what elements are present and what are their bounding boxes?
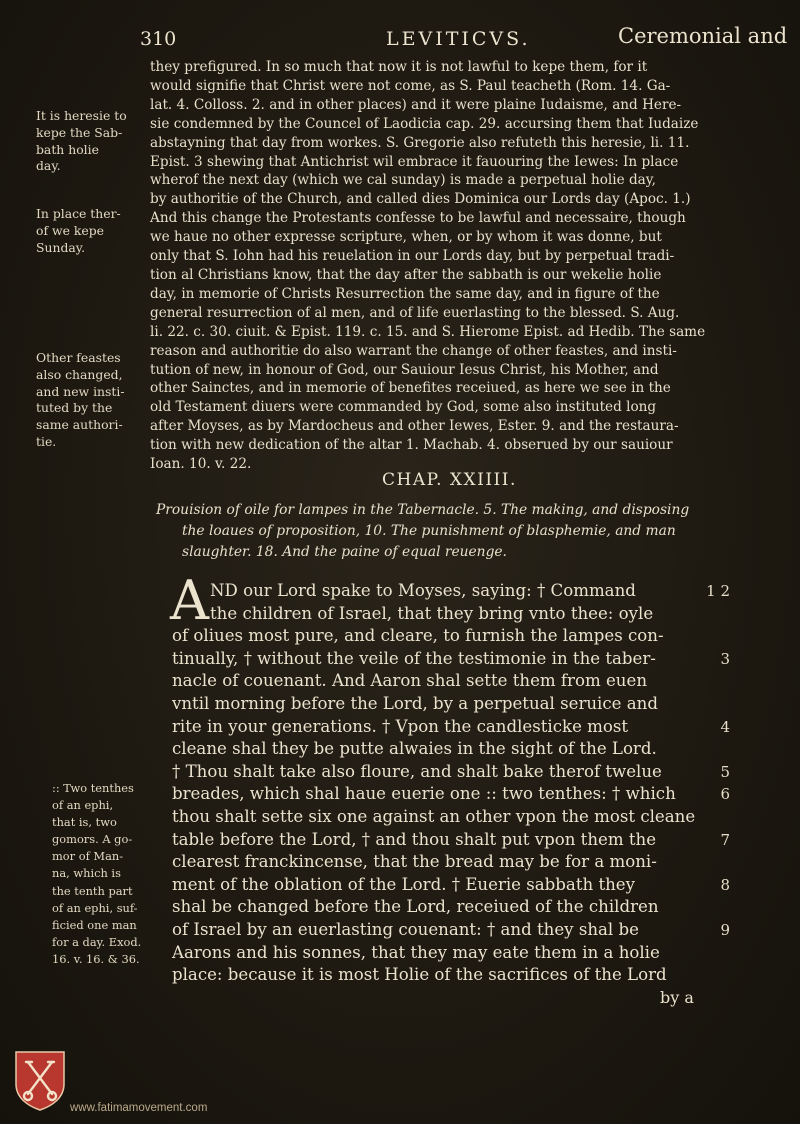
scripture-line: thou shalt sette six one against an other vpon the most cleane: [172, 806, 696, 826]
text-line: tution of new, in honour of God, our Sauiour Iesus Christ, his Mother, and: [150, 361, 659, 378]
text-line: would signifie that Christ were not come, as S. Paul teacheth (Rom. 14. Ga-: [150, 77, 671, 94]
verse-number: 7: [720, 830, 730, 849]
verse-number: 1 2: [706, 582, 730, 600]
verse-number: [700, 738, 730, 761]
page-header: [0, 22, 800, 58]
margin-note-tenthes: :: Two tenthes of an ephi, that is, two gomors. A go- mor of Man- na, which is the tenth part of an ephi, suf- ficied one man for a day. Exod. 16. v. 16. & 36.: [52, 781, 142, 966]
scripture-line: ment of the oblation of the Lord. † Euerie sabbath they: [172, 874, 636, 894]
running-subject: Ceremonial and: [618, 24, 788, 48]
drop-cap: A: [170, 569, 209, 632]
scripture-line: cleane shal they be putte alwaies in the sight of the Lord.: [172, 739, 657, 759]
text-line: tion with new dedication of the altar 1. Machab. 4. obserued by our sauiour: [150, 437, 673, 454]
text-line: wherof the next day (which we cal sunday) is made a perpetual holie day,: [150, 172, 656, 189]
margin-note-feastes: Other feastes also changed, and new insti- tuted by the same authori- tie.: [36, 350, 125, 449]
scripture-line: place: because it is most Holie of the sacrifices of the Lord: [172, 965, 667, 985]
text-line: old Testament diuers were commanded by God, some also instituted long: [150, 399, 657, 416]
verse-number: [700, 964, 730, 987]
text-line: tion al Christians know, that the day after the sabbath is our wekelie holie: [150, 266, 662, 283]
verse-number: [700, 942, 730, 965]
scripture-line: the children of Israel, that they bring vnto thee: oyle: [210, 603, 654, 623]
argument-line: the loaues of proposition, 10. The punishment of blasphemie, and man: [182, 523, 676, 539]
text-line: And this change the Protestants confesse to be lawful and necessaire, though: [150, 210, 686, 227]
verse-number: [700, 851, 730, 874]
verse-number: [700, 603, 730, 626]
verse-numbers: [700, 580, 730, 987]
scripture-line: A ND our Lord spake to Moyses, saying: † Command: [170, 569, 636, 632]
scripture-line: table before the Lord, † and thou shalt put vpon them the: [172, 829, 657, 849]
scripture-line: vntil morning before the Lord, by a perpetual seruice and: [172, 693, 658, 713]
text-line: reason and authoritie do also warrant the change of other feastes, and insti-: [150, 342, 677, 359]
scripture-line: breades, which shal haue euerie one :: two tenthes: † which: [172, 784, 676, 804]
chapter-argument: [156, 500, 756, 563]
text-line: Ioan. 10. v. 22.: [150, 456, 252, 473]
scripture-line: † Thou shalt take also floure, and shalt bake therof twelue: [172, 761, 662, 781]
scripture-line: of oliues most pure, and cleare, to furnish the lampes con-: [172, 626, 664, 646]
papal-keys-logo-icon: [14, 1050, 66, 1112]
verse-number: 9: [720, 920, 730, 939]
chapter-heading: CHAP. XXIIII.: [382, 470, 517, 490]
text-line: abstayning that day from workes. S. Gregorie also refuteth this heresie, li. 11.: [150, 134, 690, 151]
text-line: after Moyses, as by Mardocheus and other Iewes, Ester. 9. and the restaura-: [150, 418, 679, 435]
argument-line: Prouision of oile for lampes in the Tabernacle. 5. The making, and disposing: [156, 502, 690, 518]
text-line: other Sainctes, and in memorie of benefites receiued, as here we see in the: [150, 380, 671, 397]
verse-number: [700, 693, 730, 716]
page-number: 310: [140, 28, 177, 50]
text-line: only that S. Iohn had his reuelation in our Lords day, but by perpetual tradi-: [150, 248, 675, 265]
text-line: by authoritie of the Church, and called dies Dominica our Lords day (Apoc. 1.): [150, 191, 691, 208]
margin-note-heresie: It is heresie to kepe the Sab- bath holie day.: [36, 108, 127, 174]
scripture-line: clearest franckincense, that the bread may be for a moni-: [172, 852, 657, 872]
argument-line: slaughter. 18. And the paine of equal reuenge.: [182, 544, 507, 560]
text-line: we haue no other expresse scripture, when, or by whom it was donne, but: [150, 229, 662, 246]
running-title: LEVITICVS.: [386, 28, 531, 50]
verse-number: [700, 670, 730, 693]
scripture-line: of Israel by an euerlasting couenant: † and they shal be: [172, 919, 639, 939]
text-line: they prefigured. In so much that now it is not lawful to kepe them, for it: [150, 59, 648, 75]
scripture-line: Aarons and his sonnes, that they may eate them in a holie: [172, 942, 660, 962]
scripture-line: nacle of couenant. And Aaron shal sette them from euen: [172, 671, 648, 691]
text-line: li. 22. c. 30. ciuit. & Epist. 119. c. 15. and S. Hierome Epist. ad Hedib. The same: [150, 323, 706, 340]
text-line: Epist. 3 shewing that Antichrist wil embrace it fauouring the Iewes: In place: [150, 153, 679, 170]
verse-number: 8: [720, 875, 730, 894]
verse-number: [700, 806, 730, 829]
verse-number: 4: [720, 717, 730, 736]
text-line: lat. 4. Colloss. 2. and in other places) and it were plaine Iudaisme, and Here-: [150, 96, 682, 113]
scripture-line: tinually, † without the veile of the testimonie in the taber-: [172, 648, 656, 668]
scripture-text: [170, 569, 732, 987]
footer-url: www.fatimamovement.com: [70, 1102, 208, 1114]
scripture-line: shal be changed before the Lord, receiued of the children: [172, 897, 659, 917]
verse-number: [700, 625, 730, 648]
text-line: general resurrection of al men, and of life euerlasting to the blessed. S. Aug.: [150, 304, 680, 321]
margin-note-sunday: In place ther- of we kepe Sunday.: [36, 206, 121, 255]
text-line: day, in memorie of Christs Resurrection the same day, and in figure of the: [150, 285, 660, 302]
verse-number: 5: [720, 762, 730, 781]
scripture-line: rite in your generations. † Vpon the candlesticke most: [172, 716, 629, 736]
commentary-text: [150, 58, 790, 474]
catchword: by a: [660, 988, 694, 1007]
verse-number: 3: [720, 649, 730, 668]
text-line: sie condemned by the Councel of Laodicia cap. 29. accursing them that Iudaize: [150, 115, 699, 132]
verse-number: 6: [720, 785, 730, 804]
verse-number: [700, 896, 730, 919]
